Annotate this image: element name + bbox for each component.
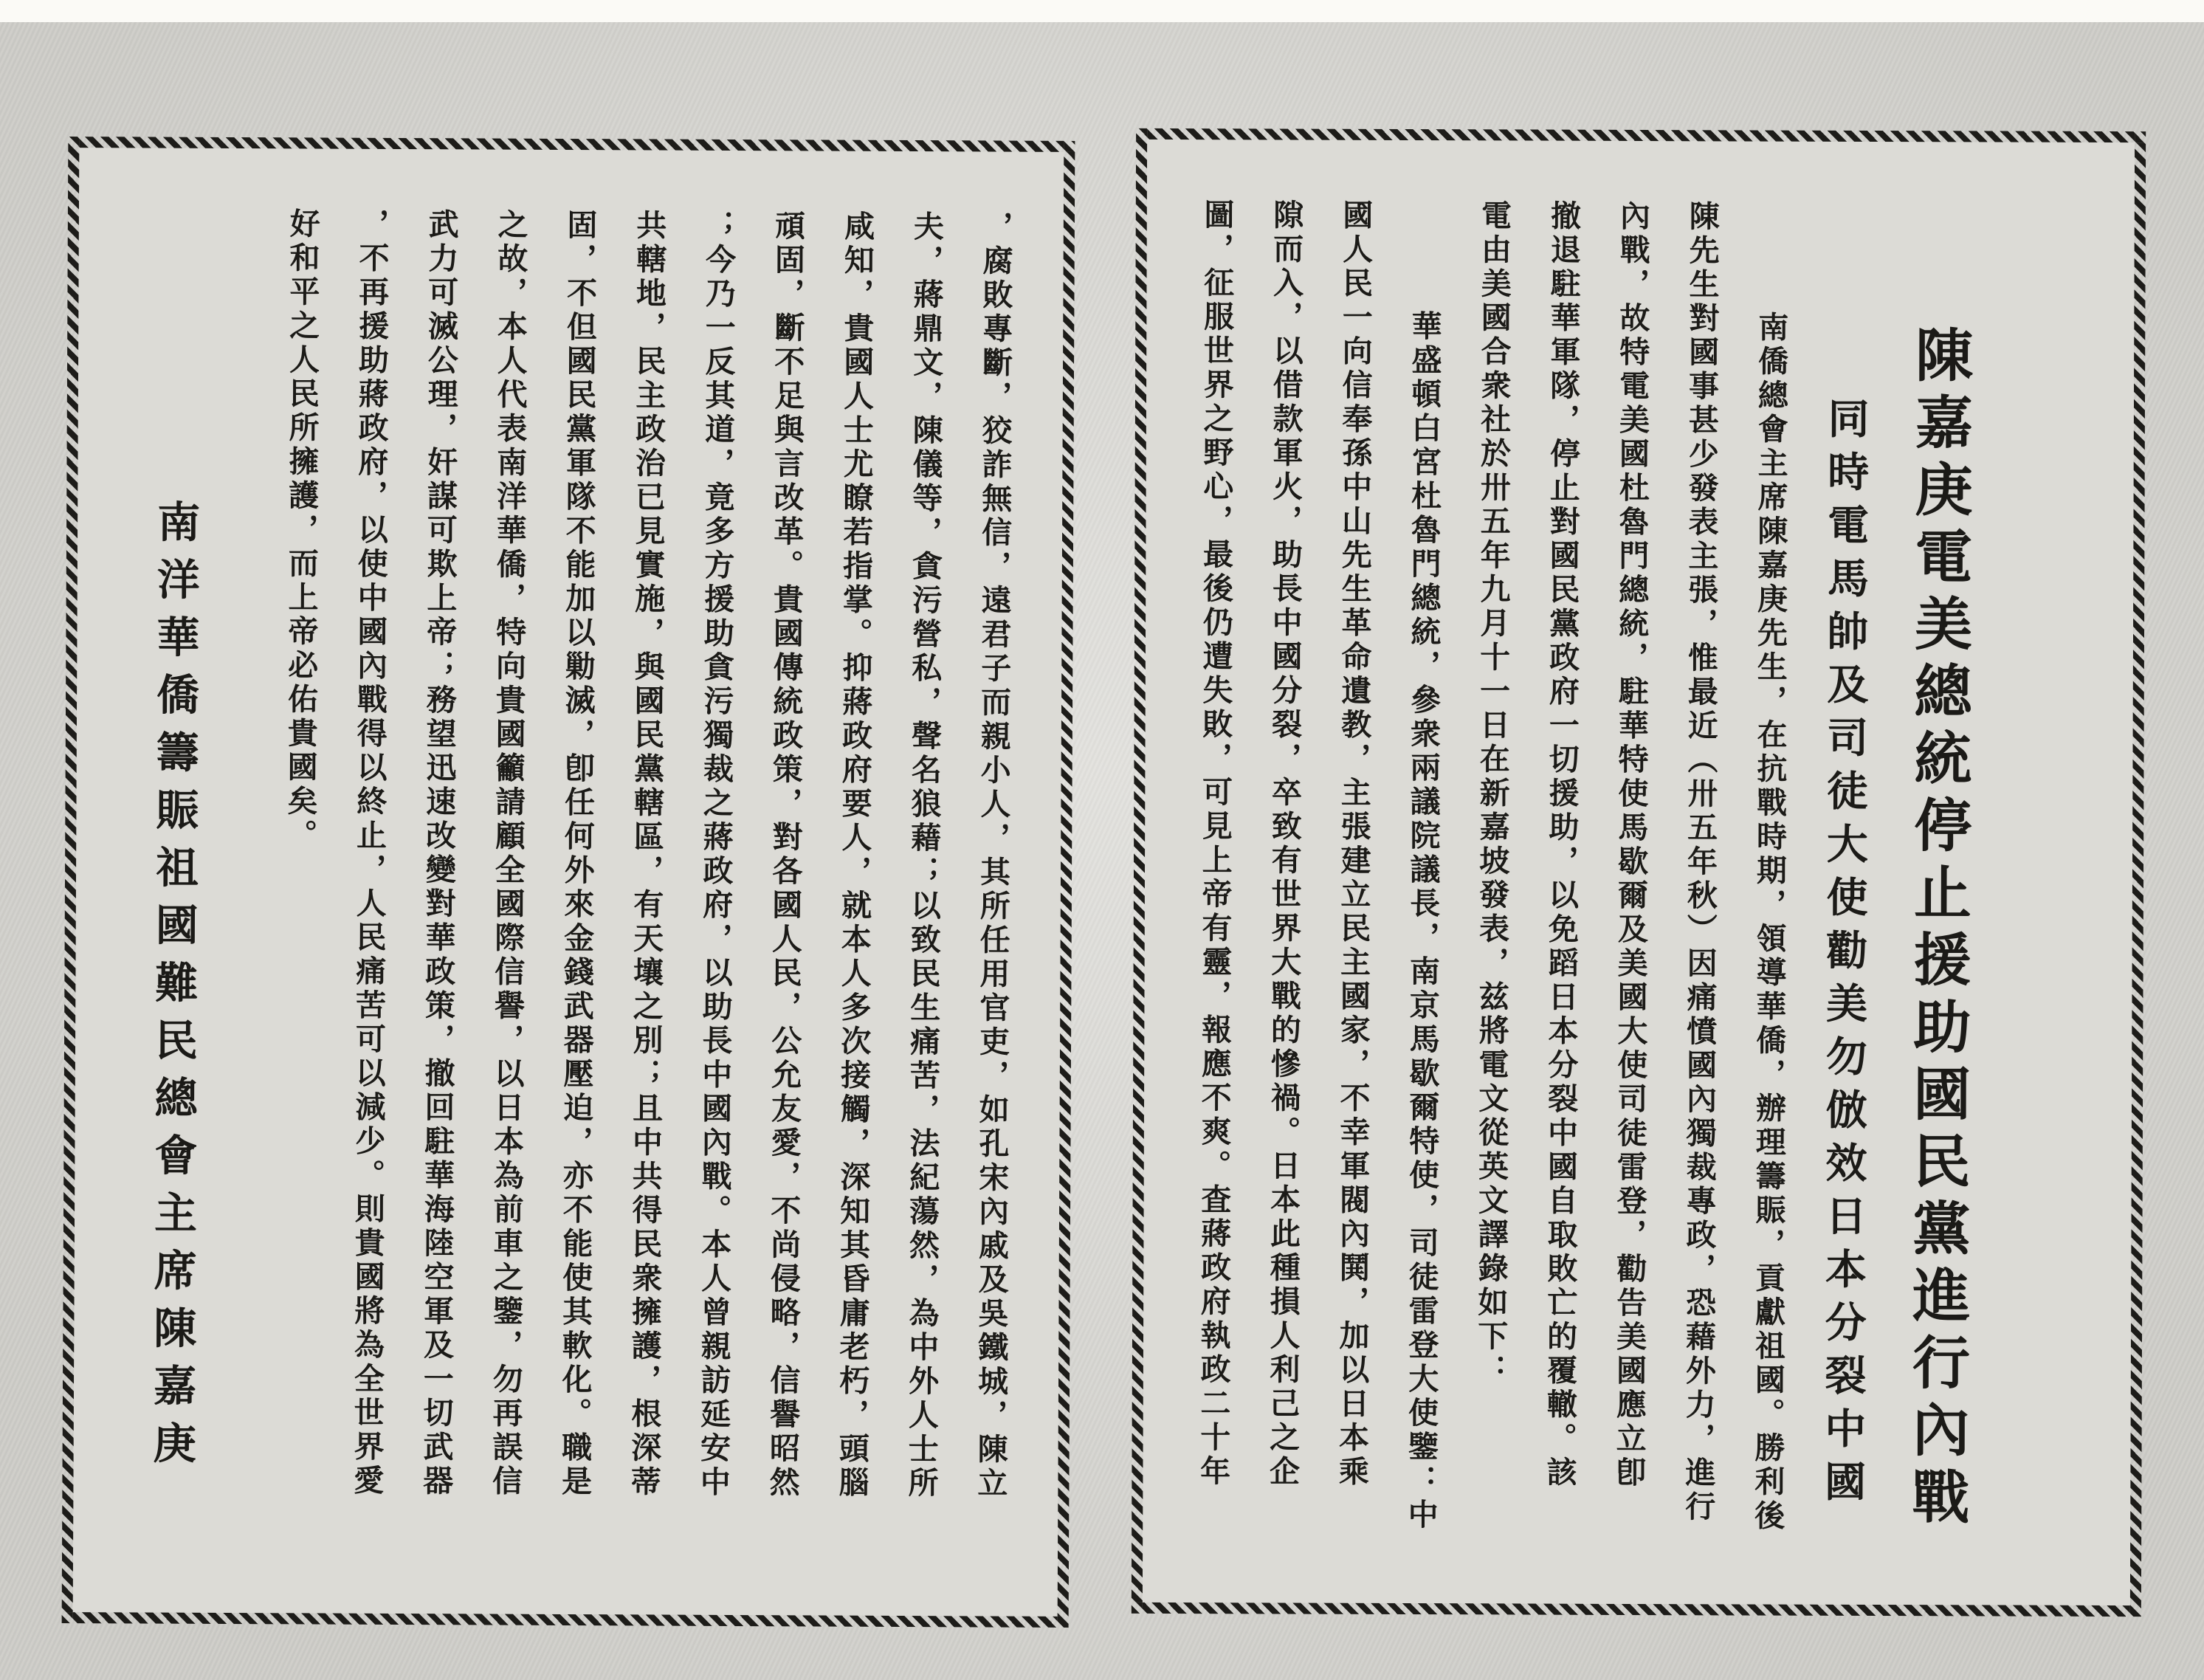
right-column-1: 南僑總會主席陳嘉庚先生，在抗戰時期，領導華僑，辦理籌賑，貢獻祖國。勝利後 xyxy=(1749,311,1789,1534)
right-page-panel xyxy=(1132,128,2146,1617)
right-column-5: 電由美國合衆社於卅五年九月十一日在新嘉坡發表，兹將電文從英文譯錄如下： xyxy=(1473,199,1512,1388)
left-column-3: 咸知，貴國人士尤瞭若指掌。抑蔣政府要人，就本人多次接觸，深知其昏庸老朽，頭腦 xyxy=(833,210,875,1501)
right-column-6: 華盛頓白宮杜魯門總統，參衆兩議院議長，南京馬歇爾特使，司徒雷登大使鑒：中 xyxy=(1402,310,1442,1533)
right-page-text-area xyxy=(1143,140,2135,1605)
left-column-7: 固，不但國民黨軍隊不能加以勦滅，卽任何外來金錢武器壓迫，亦不能使其軟化。職是 xyxy=(556,208,598,1500)
right-column-7: 國人民一向信奉孫中山先生革命遺教，主張建立民主國家，不幸軍閥內鬨，加以日本乘 xyxy=(1333,199,1374,1490)
left-column-1: ，腐敗專斷，狡詐無信，遠君子而親小人，其所任用官吏，如孔宋內戚及吳鐵城，陳立 xyxy=(972,210,1013,1501)
right-column-8: 隙而入，以借款軍火，助長中國分裂，卒致有世界大戰的慘禍。日本此種損人利己之企 xyxy=(1264,199,1304,1490)
scan-top-edge xyxy=(0,0,2204,22)
left-page-panel xyxy=(62,137,1075,1628)
document-title: 陳嘉庚電美總統停止援助國民黨進行內戰 xyxy=(1902,325,1974,1535)
right-column-4: 撤退駐華軍隊，停止對國民黨政府一切援助，以免蹈日本分裂中國自取敗亡的覆轍。該 xyxy=(1541,199,1582,1490)
left-column-6: 共轄地，民主政治已見實施，與國民黨轄區，有天壤之別；且中共得民衆擁護，根深蒂 xyxy=(625,209,667,1500)
right-column-3: 內戰，故特電美國杜魯門總統，駐華特使馬歇爾及美國大使司徒雷登，勸告美國應立卽 xyxy=(1611,199,1650,1491)
left-page-text-area xyxy=(73,148,1064,1617)
left-column-2: 夫，蔣鼎文，陳儀等，貪污營私，聲名狼藉；以致民生痛苦，法紀蕩然，為中外人士所 xyxy=(903,210,945,1501)
signature-column: 南洋華僑籌賑祖國難民總會主席陳嘉庚 xyxy=(145,499,201,1478)
left-column-8: 之故，本人代表南洋華僑，特向貴國籲請顧全國際信譽，以日本為前車之鑒，勿再誤信 xyxy=(487,208,528,1499)
document-subtitle: 同時電馬帥及司徒大使勸美勿倣效日本分裂中國 xyxy=(1817,396,1870,1513)
left-column-10: ，不再援助蔣政府，以使中國內戰得以終止，人民痛苦可以減少。則貴國將為全世界愛 xyxy=(348,207,390,1498)
left-column-5: ；今乃一反其道，竟多方援助貪污獨裁之蔣政府，以助長中國內戰。本人曾親訪延安中 xyxy=(695,209,737,1500)
right-column-9: 圖，征服世界之野心，最後仍遭失敗，可見上帝有靈，報應不爽。査蔣政府執政二十年 xyxy=(1195,199,1235,1490)
left-column-9: 武力可滅公理，奸謀可欺上帝；務望迅速改變對華政策，撤回駐華海陸空軍及一切武器 xyxy=(418,208,459,1499)
left-column-11: 好和平之人民所擁護，而上帝必佑貴國矣。 xyxy=(282,207,320,853)
right-column-2: 陳先生對國事甚少發表主張，惟最近（卅五年秋）因痛憤國內獨裁專政，恐藉外力，進行 xyxy=(1680,200,1720,1525)
left-column-4: 頑固，斷不足與言改革。貴國傳統政策，對各國人民，公允友愛，不尚侵略，信譽昭然 xyxy=(764,210,806,1501)
